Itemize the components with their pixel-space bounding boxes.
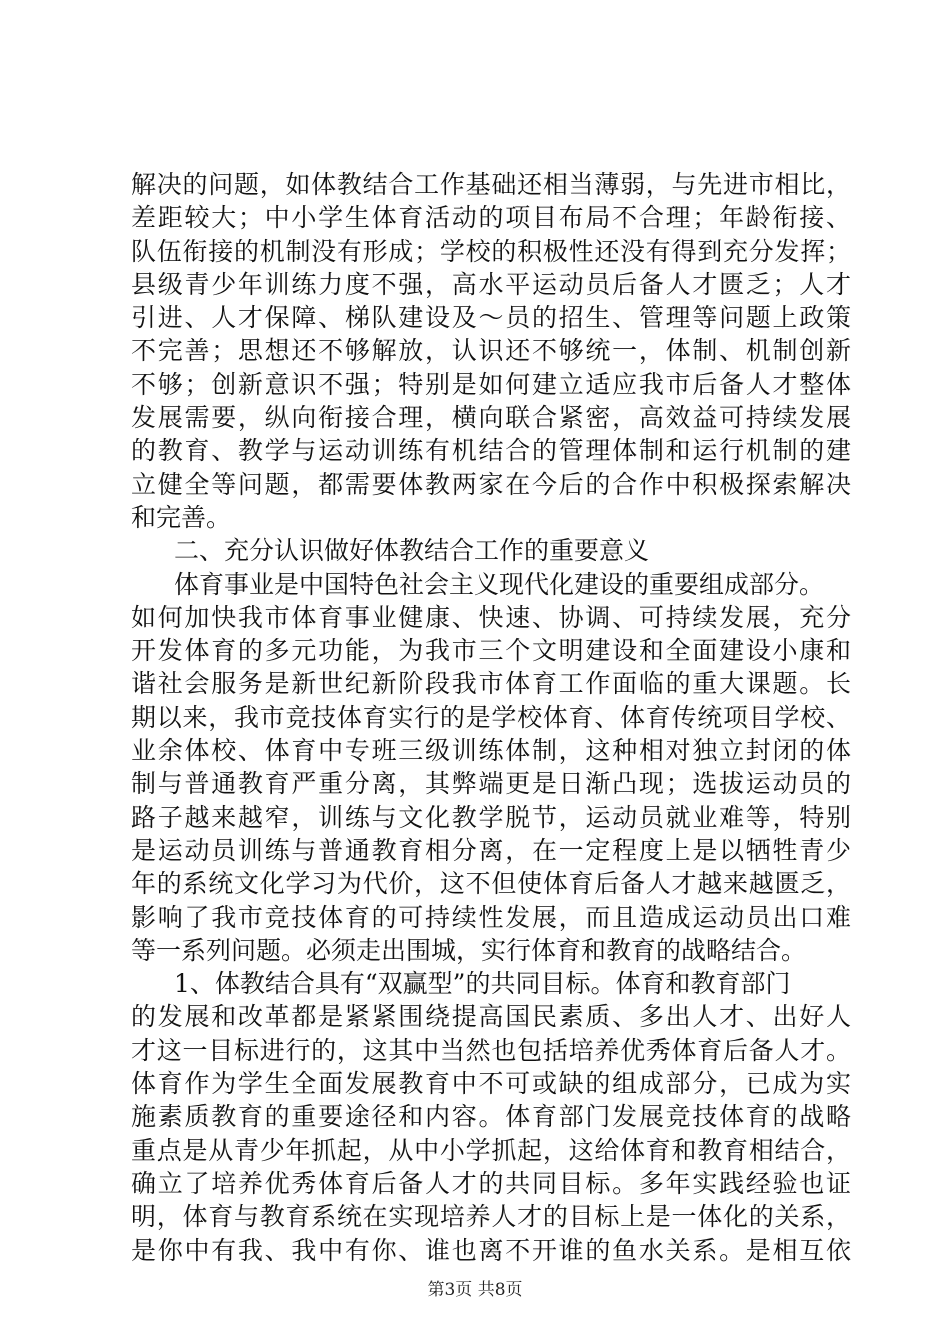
text-line: 队伍衔接的机制没有形成；学校的积极性还没有得到充分发挥； xyxy=(131,236,851,266)
text-line: 不够；创新意识不强；特别是如何建立适应我市后备人才整体 xyxy=(131,369,851,399)
text-line: 路子越来越窄，训练与文化教学脱节，运动员就业难等，特别 xyxy=(131,802,851,832)
text-line: 确立了培养优秀体育后备人才的共同目标。多年实践经验也证 xyxy=(131,1168,851,1198)
page-number-label: 第3页 共8页 xyxy=(427,1280,523,1300)
text-line: 制与普通教育严重分离，其弊端更是日渐凸现；选拔运动员的 xyxy=(131,769,851,799)
text-line: 差距较大；中小学生体育活动的项目布局不合理；年龄衔接、 xyxy=(131,203,851,233)
text-line: 业余体校、体育中专班三级训练体制，这种相对独立封闭的体 xyxy=(131,736,851,766)
text-line: 年的系统文化学习为代价，这不但使体育后备人才越来越匮乏， xyxy=(131,869,851,899)
document-body xyxy=(131,168,851,1267)
text-line: 影响了我市竞技体育的可持续性发展，而且造成运动员出口难 xyxy=(131,902,851,932)
text-line: 体育作为学生全面发展教育中不可或缺的组成部分，已成为实 xyxy=(131,1069,851,1099)
page-footer xyxy=(0,1275,950,1300)
section-heading: 二、充分认识做好体教结合工作的重要意义 xyxy=(174,536,650,566)
text-line: 不完善；思想还不够解放，认识还不够统一，体制、机制创新 xyxy=(131,336,851,366)
text-line: 和完善。 xyxy=(131,502,232,532)
text-line: 明，体育与教育系统在实现培养人才的目标上是一体化的关系， xyxy=(131,1202,851,1232)
text-line: 立健全等问题，都需要体教两家在今后的合作中积极探索解决 xyxy=(131,469,851,499)
text-line: 体育事业是中国特色社会主义现代化建设的重要组成部分。 xyxy=(174,569,825,599)
text-line: 重点是从青少年抓起，从中小学抓起，这给体育和教育相结合， xyxy=(131,1135,851,1165)
text-line: 解决的问题，如体教结合工作基础还相当薄弱，与先进市相比， xyxy=(131,170,851,199)
text-line: 是运动员训练与普通教育相分离，在一定程度上是以牺牲青少 xyxy=(131,835,851,865)
text-line: 开发体育的多元功能，为我市三个文明建设和全面建设小康和 xyxy=(131,636,851,666)
text-line: 的发展和改革都是紧紧围绕提高国民素质、多出人才、出好人 xyxy=(131,1002,851,1032)
text-line: 才这一目标进行的，这其中当然也包括培养优秀体育后备人才。 xyxy=(131,1035,851,1065)
text-line: 是你中有我、我中有你、谁也离不开谁的鱼水关系。是相互依 xyxy=(131,1235,851,1265)
text-line: 引进、人才保障、梯队建设及～员的招生、管理等问题上政策 xyxy=(131,303,851,333)
text-line: 谐社会服务是新世纪新阶段我市体育工作面临的重大课题。长 xyxy=(131,669,851,699)
text-line: 如何加快我市体育事业健康、快速、协调、可持续发展，充分 xyxy=(131,602,851,632)
text-line: 县级青少年训练力度不强，高水平运动员后备人才匮乏；人才 xyxy=(131,269,851,299)
text-line: 期以来，我市竞技体育实行的是学校体育、体育传统项目学校、 xyxy=(131,702,851,732)
text-line: 等一系列问题。必须走出围城，实行体育和教育的战略结合。 xyxy=(131,935,807,965)
text-line: 的教育、教学与运动训练有机结合的管理体制和运行机制的建 xyxy=(131,436,851,466)
text-line: 发展需要，纵向衔接合理，横向联合紧密，高效益可持续发展 xyxy=(131,403,851,433)
text-line: 1、体教结合具有“双赢型”的共同目标。体育和教育部门 xyxy=(174,969,791,999)
text-line: 施素质教育的重要途径和内容。体育部门发展竞技体育的战略 xyxy=(131,1102,851,1132)
